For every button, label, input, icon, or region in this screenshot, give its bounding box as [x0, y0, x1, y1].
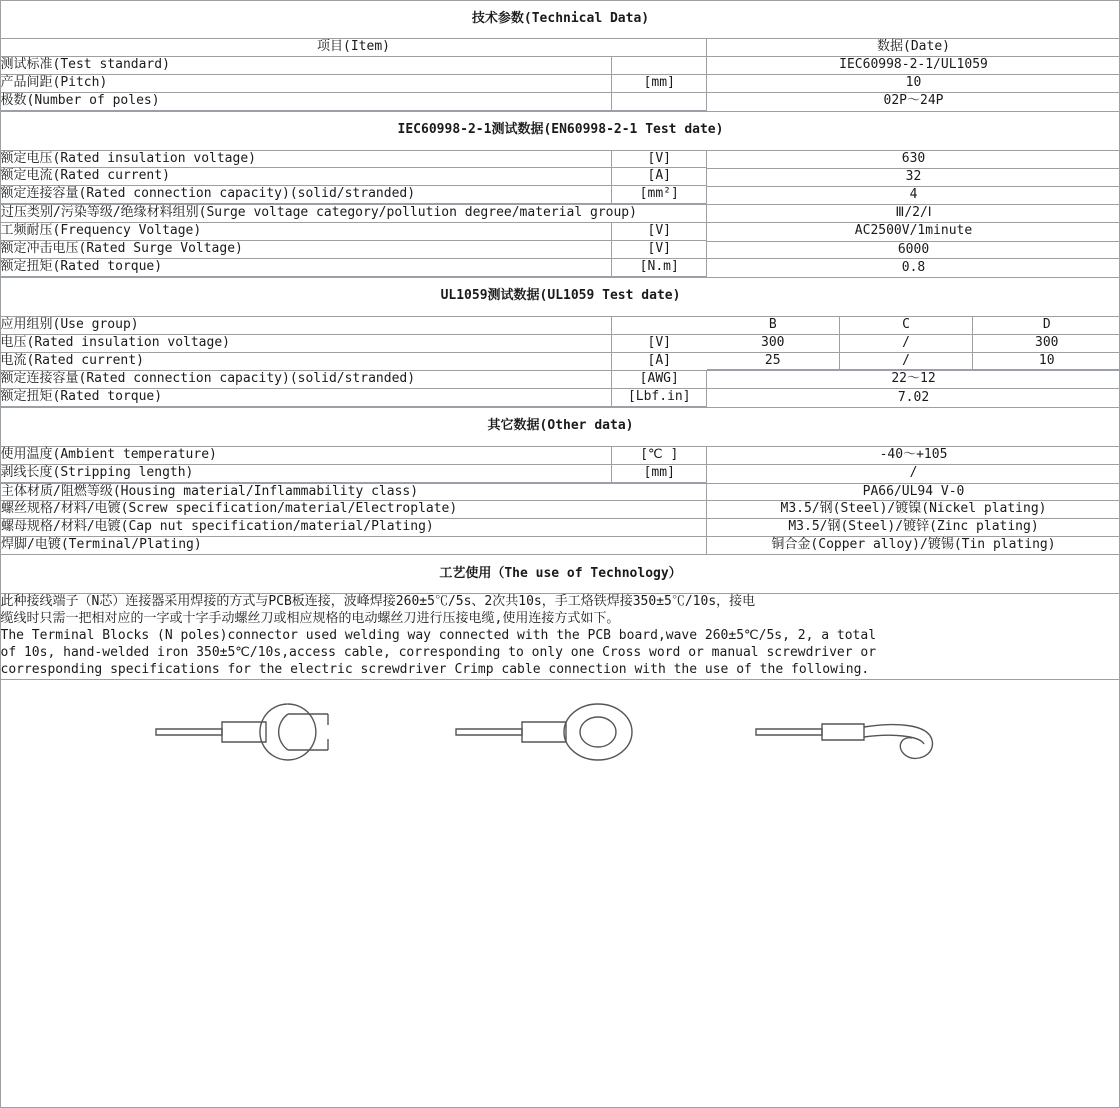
row-label: 测试标准(Test standard)	[1, 57, 612, 74]
row-label: 额定连接容量(Rated connection capacity)(solid/stranded)	[1, 186, 612, 203]
technology-description	[1, 594, 1120, 679]
row-value: 7.02	[707, 389, 1120, 407]
table-row	[1, 75, 1120, 93]
value-group-d: 300	[973, 335, 1120, 352]
table-row	[1, 519, 1120, 537]
table-row	[1, 537, 1120, 555]
section-header-ul	[1, 277, 1120, 316]
row-unit: [mm²]	[612, 186, 707, 203]
table-row	[1, 353, 1120, 371]
row-value: 6000	[707, 241, 1120, 259]
row-unit: [N.m]	[612, 259, 707, 276]
table-row	[1, 389, 1120, 407]
section-title-ul: UL1059测试数据(UL1059 Test date)	[1, 277, 1120, 316]
row-unit	[612, 317, 707, 334]
row-value: M3.5/钢(Steel)/镀镍(Nickel plating)	[707, 501, 1120, 519]
value-group-c: /	[840, 335, 973, 352]
row-value: M3.5/钢(Steel)/镀锌(Zinc plating)	[707, 519, 1120, 537]
row-label: 额定连接容量(Rated connection capacity)(solid/stranded)	[1, 371, 612, 388]
row-value: 32	[707, 168, 1120, 186]
table-row	[1, 205, 1120, 223]
table-row	[1, 446, 1120, 464]
group-b-header: B	[707, 317, 840, 334]
row-unit: [V]	[612, 223, 707, 240]
section-title-iec: IEC60998-2-1测试数据(EN60998-2-1 Test date)	[1, 111, 1120, 150]
group-c-header: C	[840, 317, 973, 334]
row-value: 22～12	[707, 371, 1120, 389]
fork-terminal-figure	[146, 692, 376, 772]
section-header-technology	[1, 555, 1120, 594]
figures-row	[1, 679, 1120, 776]
row-value: 4	[707, 186, 1120, 204]
row-unit: [AWG]	[612, 371, 707, 388]
table-row	[1, 259, 1120, 277]
row-label: 应用组别(Use group)	[1, 317, 612, 334]
row-label: 焊脚/电镀(Terminal/Plating)	[1, 537, 707, 555]
row-value: /	[707, 465, 1120, 483]
row-label: 使用温度(Ambient temperature)	[1, 447, 612, 464]
table-header-row	[1, 39, 1120, 57]
section-title-other: 其它数据(Other data)	[1, 407, 1120, 446]
row-value: AC2500V/1minute	[707, 223, 1120, 241]
section-title-technical-data: 技术参数(Technical Data)	[1, 0, 1120, 39]
table-row	[1, 186, 1120, 204]
table-row	[1, 465, 1120, 483]
row-unit: [V]	[612, 241, 707, 258]
ring-terminal-figure	[446, 692, 676, 772]
table-row	[1, 483, 1120, 501]
section-header-other	[1, 407, 1120, 446]
table-row	[1, 56, 1120, 74]
row-unit: [℃ ]	[612, 447, 707, 464]
row-unit: [Lbf.in]	[612, 389, 707, 406]
row-unit: [V]	[612, 151, 707, 168]
row-label: 额定冲击电压(Rated Surge Voltage)	[1, 241, 612, 258]
table-row	[1, 371, 1120, 389]
row-unit: [V]	[612, 335, 707, 352]
row-unit: [A]	[612, 168, 707, 185]
row-value: PA66/UL94 V-0	[707, 483, 1120, 501]
table-row	[1, 168, 1120, 186]
table-row	[1, 93, 1120, 111]
value-group-b: 25	[707, 353, 840, 370]
technology-line-cn-1: 此种接线端子（N芯）连接器采用焊接的方式与PCB板连接，波峰焊接260±5℃/5s、2次共10s，手工烙铁焊接350±5℃/10s，接电	[0, 594, 756, 610]
row-label: 额定电流(Rated current)	[1, 168, 612, 185]
value-group-b: 300	[707, 335, 840, 352]
section-title-technology: 工艺使用（The use of Technology）	[1, 555, 1120, 594]
row-value: 铜合金(Copper alloy)/镀锡(Tin plating)	[707, 537, 1120, 555]
row-label: 额定扭矩(Rated torque)	[1, 389, 612, 406]
row-value: 630	[707, 150, 1120, 168]
row-label: 额定电压(Rated insulation voltage)	[1, 151, 612, 168]
row-unit	[612, 93, 707, 110]
row-label: 电流(Rated current)	[1, 353, 612, 370]
row-unit: [mm]	[612, 465, 707, 482]
row-value: 0.8	[707, 259, 1120, 277]
row-unit: [A]	[612, 353, 707, 370]
section-header-technical-data	[1, 0, 1120, 39]
table-row	[1, 241, 1120, 259]
row-label: 额定扭矩(Rated torque)	[1, 259, 612, 276]
row-label: 螺丝规格/材料/电镀(Screw specification/material/Electroplate)	[1, 501, 707, 519]
value-group-c: /	[840, 353, 973, 370]
terminal-figures	[1, 679, 1120, 776]
row-value: Ⅲ/2/Ⅰ	[707, 205, 1120, 223]
row-label: 工频耐压(Frequency Voltage)	[1, 223, 612, 240]
row-label: 主体材质/阻燃等级(Housing material/Inflammability class)	[1, 483, 707, 501]
technology-text-row	[1, 594, 1120, 679]
row-label: 剥线长度(Stripping length)	[1, 465, 612, 482]
section-header-iec	[1, 111, 1120, 150]
technology-line-cn-2: 缆线时只需一把相对应的一字或十字手动螺丝刀或相应规格的电动螺丝刀进行压接电缆,使用连接方式如下。	[0, 610, 620, 626]
table-row	[1, 223, 1120, 241]
row-label: 极数(Number of poles)	[1, 93, 612, 110]
hook-terminal-figure	[746, 692, 976, 772]
table-row-use-group	[1, 316, 1120, 334]
row-label: 过压类别/污染等级/绝缘材料组别(Surge voltage category/pollution degree/material group)	[1, 205, 707, 223]
row-label: 电压(Rated insulation voltage)	[1, 335, 612, 352]
table-row	[1, 335, 1120, 353]
column-header-item: 项目(Item)	[1, 39, 707, 57]
row-value: 02P～24P	[707, 93, 1120, 111]
row-label: 产品间距(Pitch)	[1, 75, 612, 92]
value-group-d: 10	[973, 353, 1120, 370]
row-unit: [mm]	[612, 75, 707, 92]
group-d-header: D	[973, 317, 1120, 334]
table-row	[1, 501, 1120, 519]
technology-line-en-1: The Terminal Blocks (N poles)connector used welding way connected with the PCB board,wave 260±5℃/5s, 2, a total	[0, 627, 877, 643]
row-label: 螺母规格/材料/电镀(Cap nut specification/material/Plating)	[1, 519, 707, 537]
column-header-data: 数据(Date)	[707, 39, 1120, 57]
row-unit	[612, 57, 707, 74]
row-value: 10	[707, 75, 1120, 93]
row-value: -40～+105	[707, 446, 1120, 464]
technology-line-en-2: of 10s, hand-welded iron 350±5℃/10s,access cable, corresponding to only one Cross word or manual screwdriver or	[0, 644, 877, 660]
row-value: IEC60998-2-1/UL1059	[707, 56, 1120, 74]
technology-line-en-3: corresponding specifications for the electric screwdriver Crimp cable connection with the use of the following.	[0, 661, 870, 677]
table-row	[1, 150, 1120, 168]
